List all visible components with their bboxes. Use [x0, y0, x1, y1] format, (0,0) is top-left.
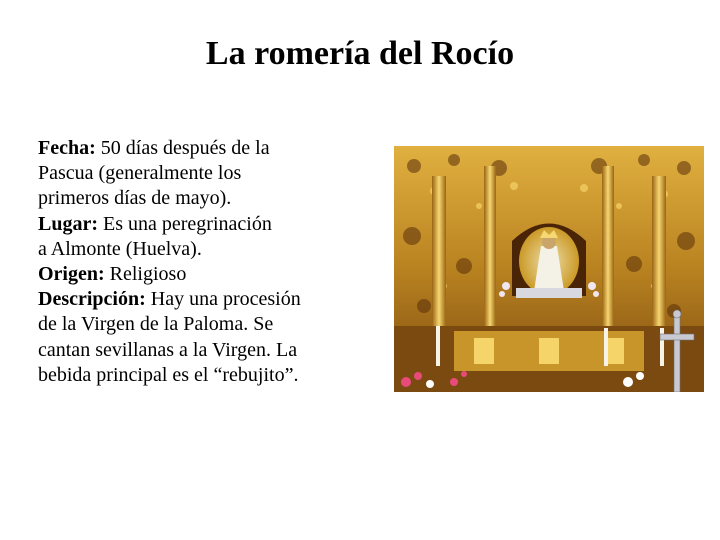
field-text: cantan sevillanas a la Virgen. La	[38, 338, 298, 361]
slide-title: La romería del Rocío	[205, 35, 515, 72]
text-line	[38, 312, 368, 337]
text-line	[38, 212, 368, 237]
field-text: 50 días después de la	[95, 137, 270, 159]
text-line	[38, 161, 368, 186]
field-text: Pascua (generalmente los	[38, 162, 242, 185]
text-line	[38, 262, 368, 287]
text-line	[38, 287, 368, 312]
field-text: bebida principal es el “rebujito”.	[38, 363, 299, 386]
altar-photo	[394, 146, 704, 392]
field-text: de la Virgen de la Paloma. Se	[38, 313, 274, 336]
field-label: Fecha:	[38, 137, 96, 159]
field-text: Hay una procesión	[145, 288, 301, 311]
altar-illustration	[394, 146, 704, 392]
field-text: Es una peregrinación	[98, 212, 272, 235]
text-line	[38, 363, 368, 388]
field-label: Origen:	[38, 263, 105, 286]
field-text: a Almonte (Huelva).	[38, 237, 202, 260]
slide-body-text	[38, 136, 368, 388]
field-text: primeros días de mayo).	[38, 187, 232, 210]
text-line	[38, 237, 368, 262]
field-text: Religioso	[104, 263, 187, 286]
text-line	[38, 186, 368, 211]
field-label: Descripción:	[38, 288, 146, 311]
text-line	[38, 338, 368, 363]
text-line	[38, 136, 368, 161]
field-label: Lugar:	[38, 212, 98, 235]
